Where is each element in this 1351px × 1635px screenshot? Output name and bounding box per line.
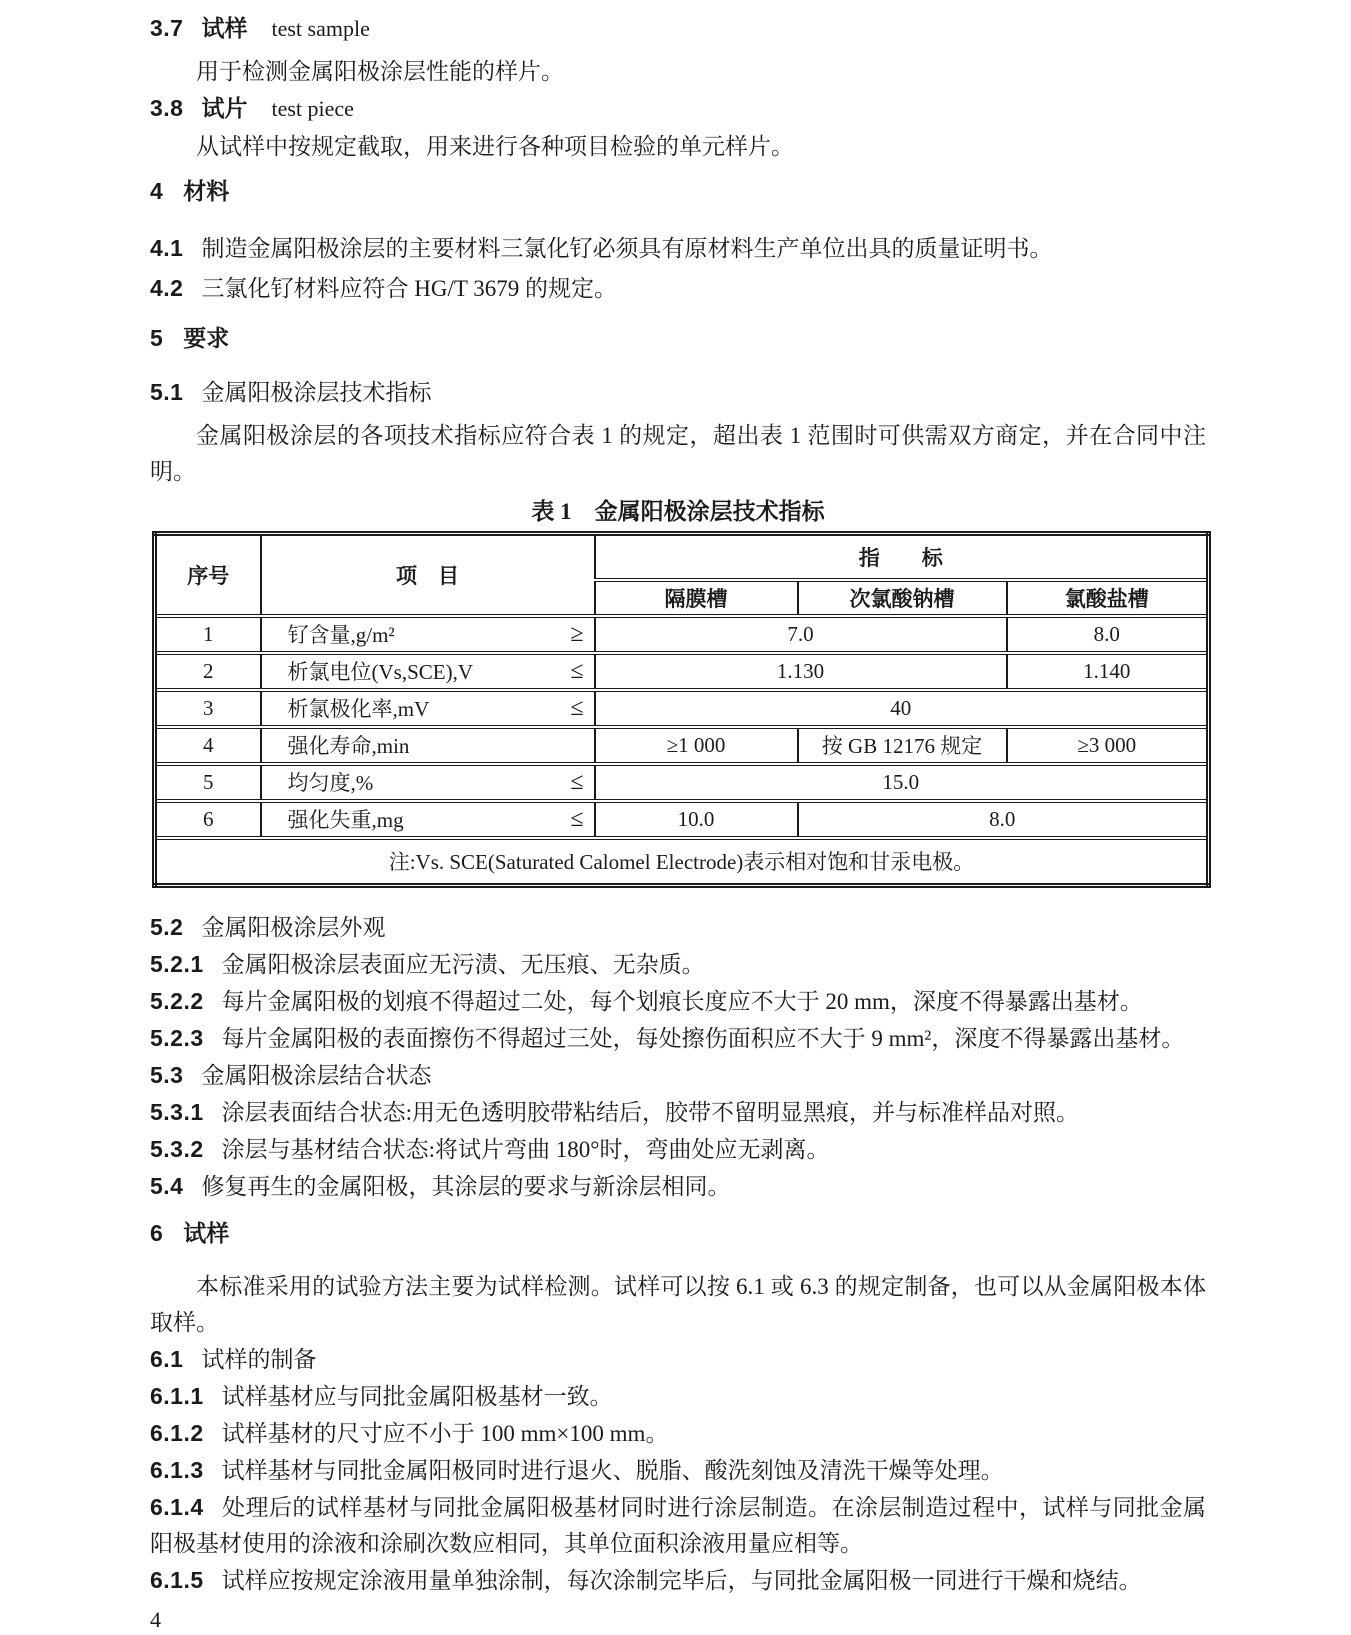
clause-number: 5.1	[150, 379, 184, 405]
row-no: 1	[155, 616, 261, 653]
row-value: 40	[595, 690, 1209, 727]
clause-text: 每片金属阳极的划痕不得超过二处，每个划痕长度应不大于 20 mm，深度不得暴露出基材。	[221, 989, 1143, 1014]
row-item	[261, 801, 595, 838]
clause-number: 5.2	[150, 914, 184, 940]
clause-number: 5.2.1	[150, 951, 204, 977]
table-row	[155, 690, 1209, 727]
row-value: ≥3 000	[1007, 727, 1209, 764]
clause-5-3-2	[150, 1131, 1206, 1168]
table-header-row-1	[155, 534, 1209, 580]
row-item	[261, 616, 595, 653]
row-value: 1.140	[1007, 653, 1209, 690]
chapter-title: 要求	[183, 326, 230, 351]
header-seq: 序号	[155, 534, 261, 616]
clause-number: 4.2	[150, 275, 184, 301]
item-label: 析氯极化率,mV	[287, 697, 430, 721]
row-item	[261, 764, 595, 801]
item-label: 强化失重,mg	[287, 808, 404, 832]
clause-5-1-paragraph: 金属阳极涂层的各项技术指标应符合表 1 的规定，超出表 1 范围时可供需双方商定，并在合同中注明。	[150, 423, 1206, 484]
clause-number: 4.1	[150, 235, 184, 261]
clause-title: 试样的制备	[201, 1347, 317, 1372]
term-en: test piece	[271, 96, 354, 121]
clause-number: 6.1.1	[150, 1383, 204, 1409]
clause-number: 6.1.4	[150, 1494, 204, 1520]
clause-number: 5.3.1	[150, 1099, 204, 1125]
table-row	[155, 801, 1209, 838]
clause-text: 三氯化钌材料应符合 HG/T 3679 的规定。	[201, 276, 617, 301]
clause-5-2-1	[150, 946, 1206, 983]
table-note-row	[155, 838, 1209, 886]
term-definition-3-8: 从试样中按规定截取，用来进行各种项目检验的单元样片。	[196, 134, 794, 159]
clause-number: 6.1.3	[150, 1457, 204, 1483]
chapter-number: 6	[150, 1220, 164, 1246]
chapter-heading-4	[150, 173, 1206, 210]
clause-text: 处理后的试样基材与同批金属阳极基材同时进行涂层制造。在涂层制造过程中，试样与同批金属阳极基材使用的涂液和涂刷次数应相同，其单位面积涂液用量应相等。	[150, 1495, 1206, 1556]
clause-number: 5.3.2	[150, 1136, 204, 1162]
header-tank-hypochlorite: 次氯酸钠槽	[798, 580, 1007, 616]
clause-6-1-5	[150, 1562, 1206, 1599]
clause-5-3	[150, 1057, 1206, 1094]
clause-6-1-1	[150, 1378, 1206, 1415]
item-label: 强化寿命,min	[287, 734, 410, 758]
clause-5-1	[150, 374, 1206, 411]
chapter-heading-6	[150, 1215, 1206, 1252]
chapter-6-paragraph: 本标准采用的试验方法主要为试样检测。试样可以按 6.1 或 6.3 的规定制备，也可以从金属阳极本体取样。	[150, 1274, 1206, 1335]
gte-symbol: ≥	[570, 621, 584, 647]
clause-text: 修复再生的金属阳极，其涂层的要求与新涂层相同。	[201, 1174, 731, 1199]
table-row	[155, 653, 1209, 690]
table-note: 注:Vs. SCE(Saturated Calomel Electrode)表示相对饱和甘汞电极。	[155, 838, 1209, 886]
clause-number: 3.7	[150, 15, 184, 41]
clause-4-1	[150, 230, 1206, 267]
row-value: 8.0	[798, 801, 1209, 838]
table-1-technical-indexes	[152, 531, 1211, 888]
row-no: 4	[155, 727, 261, 764]
row-no: 5	[155, 764, 261, 801]
clause-number: 5.2.3	[150, 1025, 204, 1051]
header-tank-diaphragm: 隔膜槽	[595, 580, 798, 616]
item-label: 均匀度,%	[287, 771, 374, 795]
clause-number: 6.1.5	[150, 1567, 204, 1593]
clause-6-1	[150, 1341, 1206, 1378]
row-value: 15.0	[595, 764, 1209, 801]
clause-5-2-2	[150, 983, 1206, 1020]
header-tank-chlorate: 氯酸盐槽	[1007, 580, 1209, 616]
term-definition-3-7: 用于检测金属阳极涂层性能的样片。	[196, 59, 564, 84]
row-no: 6	[155, 801, 261, 838]
row-value: 10.0	[595, 801, 798, 838]
chapter-number: 5	[150, 325, 164, 351]
clause-number: 6.1	[150, 1346, 184, 1372]
item-label: 钌含量,g/m²	[287, 623, 395, 647]
chapter-title: 试样	[183, 1221, 230, 1246]
clause-5-2	[150, 909, 1206, 946]
clause-number: 6.1.2	[150, 1420, 204, 1446]
clause-text: 金属阳极涂层表面应无污渍、无压痕、无杂质。	[221, 952, 705, 977]
clause-text: 涂层与基材结合状态:将试片弯曲 180°时，弯曲处应无剥离。	[221, 1137, 830, 1162]
clause-text: 试样基材与同批金属阳极同时进行退火、脱脂、酸洗刻蚀及清洗干燥等处理。	[221, 1458, 1004, 1483]
chapter-title: 材料	[183, 179, 230, 204]
clause-number: 5.4	[150, 1173, 184, 1199]
clause-5-3-1	[150, 1094, 1206, 1131]
clause-title: 金属阳极涂层技术指标	[201, 380, 432, 405]
table-row	[155, 727, 1209, 764]
row-item	[261, 690, 595, 727]
row-no: 2	[155, 653, 261, 690]
chapter-heading-5	[150, 320, 1206, 357]
header-index: 指 标	[595, 534, 1209, 580]
term-en: test sample	[271, 16, 370, 41]
clause-number: 3.8	[150, 95, 184, 121]
clause-text: 试样基材应与同批金属阳极基材一致。	[221, 1384, 613, 1409]
row-item	[261, 653, 595, 690]
lte-symbol: ≤	[570, 695, 584, 721]
lte-symbol: ≤	[570, 769, 584, 795]
row-value: 按 GB 12176 规定	[798, 727, 1007, 764]
item-label: 析氯电位(Vs,SCE),V	[287, 660, 474, 684]
chapter-number: 4	[150, 178, 164, 204]
term-zh: 试片	[201, 96, 248, 121]
table-1-caption: 表 1 金属阳极涂层技术指标	[531, 499, 825, 524]
clause-5-4	[150, 1168, 1206, 1205]
clause-4-2	[150, 270, 1206, 307]
table-row	[155, 616, 1209, 653]
lte-symbol: ≤	[570, 658, 584, 684]
clause-text: 试样基材的尺寸应不小于 100 mm×100 mm。	[221, 1421, 669, 1446]
clause-text: 试样应按规定涂液用量单独涂制，每次涂制完毕后，与同批金属阳极一同进行干燥和烧结。	[221, 1568, 1142, 1593]
page-number: 4	[150, 1607, 161, 1632]
table-row	[155, 764, 1209, 801]
header-item: 项 目	[261, 534, 595, 616]
clause-title: 金属阳极涂层结合状态	[201, 1063, 432, 1088]
clause-text: 每片金属阳极的表面擦伤不得超过三处，每处擦伤面积应不大于 9 mm²，深度不得暴露出基材。	[221, 1026, 1185, 1051]
clause-6-1-4	[150, 1489, 1206, 1562]
clause-5-2-3	[150, 1020, 1206, 1057]
row-no: 3	[155, 690, 261, 727]
clause-text: 涂层表面结合状态:用无色透明胶带粘结后，胶带不留明显黑痕，并与标准样品对照。	[221, 1100, 1080, 1125]
lte-symbol: ≤	[570, 806, 584, 832]
clause-number: 5.3	[150, 1062, 184, 1088]
term-heading-3-7	[150, 10, 1206, 47]
row-value: ≥1 000	[595, 727, 798, 764]
clause-title: 金属阳极涂层外观	[201, 915, 386, 940]
clause-number: 5.2.2	[150, 988, 204, 1014]
row-item	[261, 727, 595, 764]
clause-text: 制造金属阳极涂层的主要材料三氯化钌必须具有原材料生产单位出具的质量证明书。	[201, 236, 1053, 261]
clause-6-1-2	[150, 1415, 1206, 1452]
clause-6-1-3	[150, 1452, 1206, 1489]
row-value: 1.130	[595, 653, 1007, 690]
term-heading-3-8	[150, 90, 1206, 127]
row-value: 7.0	[595, 616, 1007, 653]
term-zh: 试样	[201, 16, 248, 41]
row-value: 8.0	[1007, 616, 1209, 653]
